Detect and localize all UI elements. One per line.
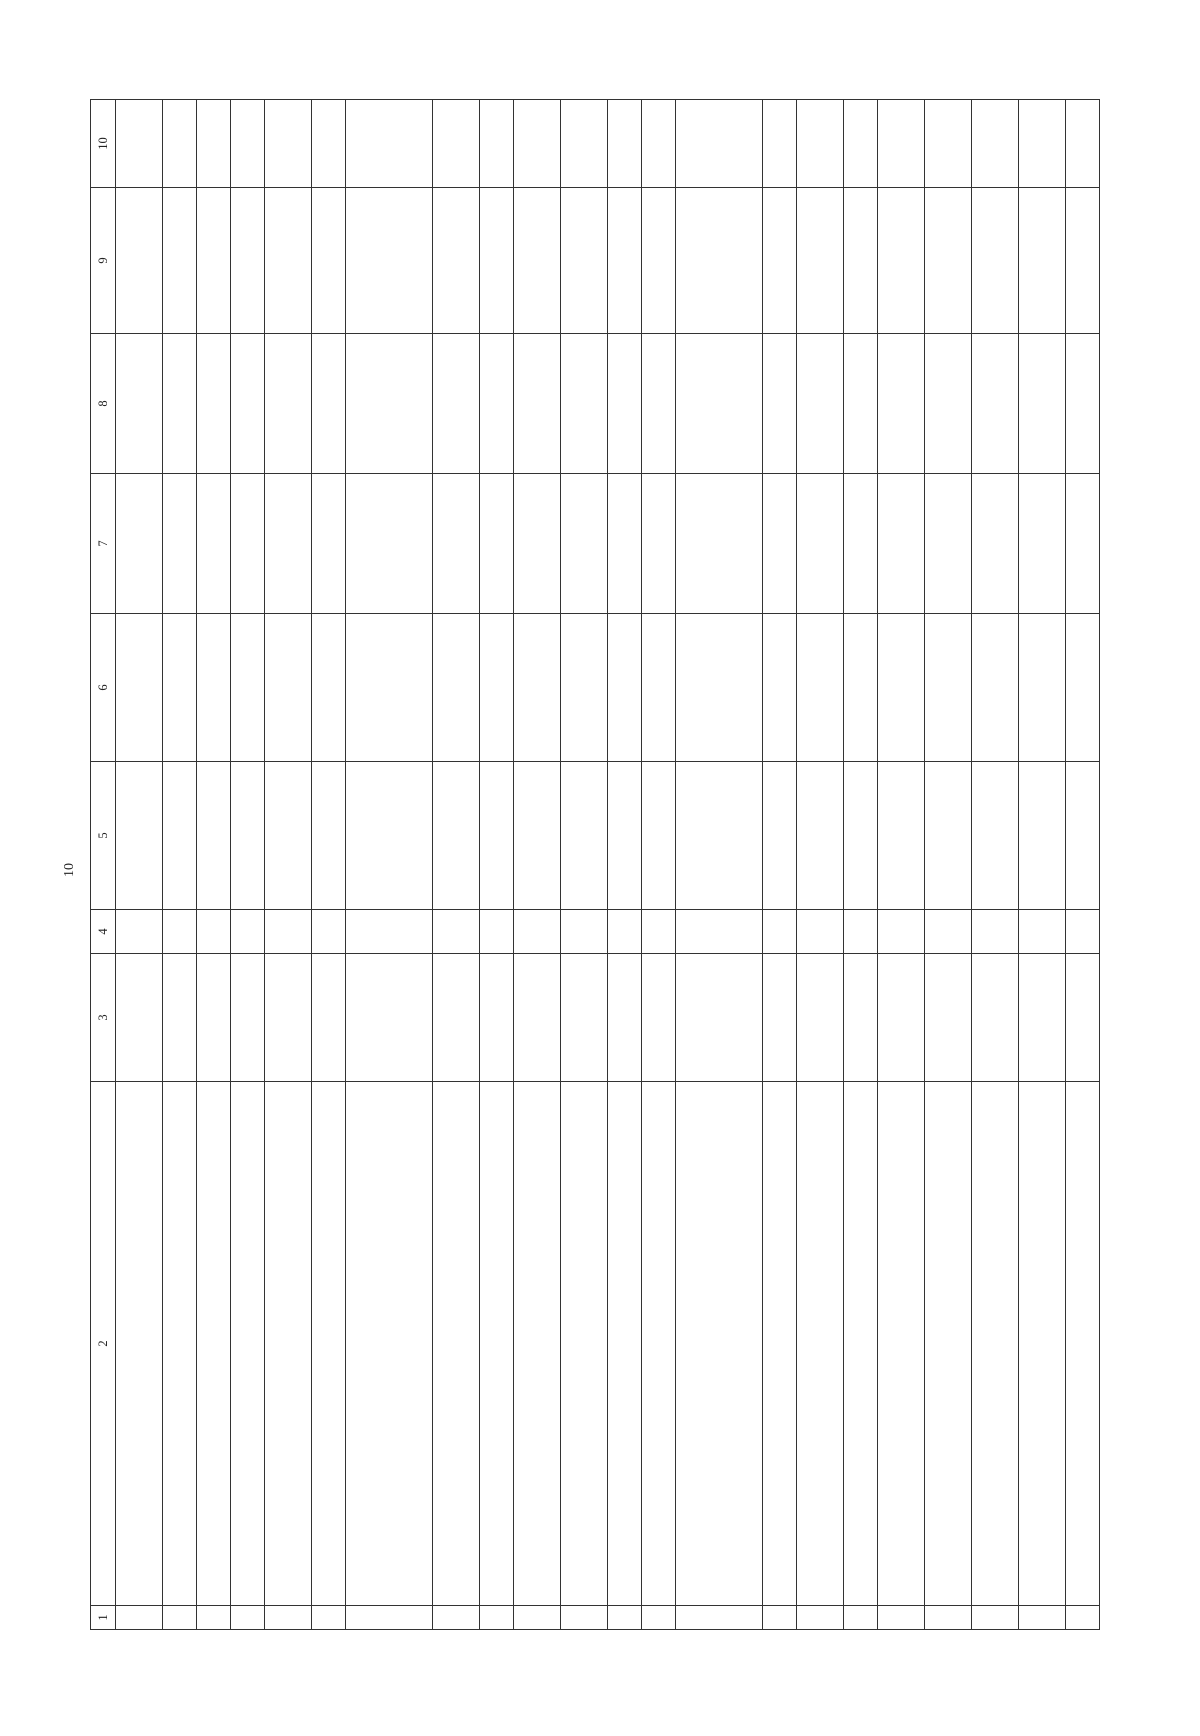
amount-cell <box>162 188 196 334</box>
amount-cell <box>265 100 312 188</box>
row-number-cell <box>561 1606 608 1630</box>
amount-cell <box>797 334 844 474</box>
amount-cell <box>1065 762 1099 910</box>
amount-cell <box>311 334 345 474</box>
table-row <box>675 100 762 1630</box>
classification-code-cell <box>230 954 264 1082</box>
amount-cell <box>925 100 972 188</box>
expense-type-cell <box>196 910 230 954</box>
amount-cell <box>925 474 972 614</box>
item-name-cell <box>265 1082 312 1606</box>
table-row <box>925 100 972 1630</box>
amount-cell <box>196 188 230 334</box>
table-row <box>797 100 844 1630</box>
row-number-cell <box>763 1606 797 1630</box>
amount-cell <box>607 334 641 474</box>
amount-cell <box>641 100 675 188</box>
amount-cell <box>797 474 844 614</box>
classification-code-cell <box>116 954 163 1082</box>
amount-cell <box>311 188 345 334</box>
amount-cell <box>265 334 312 474</box>
amount-cell <box>311 474 345 614</box>
table-row <box>514 100 561 1630</box>
amount-cell <box>230 614 264 762</box>
amount-cell <box>433 614 480 762</box>
row-number-cell <box>116 1606 163 1630</box>
classification-code-cell <box>162 954 196 1082</box>
classification-code-cell <box>1065 954 1099 1082</box>
item-name-cell <box>162 1082 196 1606</box>
expense-type-cell <box>1065 910 1099 954</box>
amount-cell <box>641 614 675 762</box>
table-row <box>196 100 230 1630</box>
amount-cell <box>844 334 878 474</box>
amount-cell <box>763 188 797 334</box>
amount-cell <box>230 762 264 910</box>
amount-cell <box>162 100 196 188</box>
amount-cell <box>675 188 762 334</box>
amount-cell <box>878 334 925 474</box>
amount-cell <box>433 474 480 614</box>
table-row <box>641 100 675 1630</box>
row-number-cell <box>1065 1606 1099 1630</box>
amount-cell <box>925 188 972 334</box>
item-name-cell <box>480 1082 514 1606</box>
item-name-cell <box>763 1082 797 1606</box>
amount-cell <box>971 334 1018 474</box>
item-name-cell <box>116 1082 163 1606</box>
row-number-cell <box>797 1606 844 1630</box>
amount-cell <box>196 762 230 910</box>
amount-cell <box>878 188 925 334</box>
classification-code-cell <box>311 954 345 1082</box>
expense-type-cell <box>763 910 797 954</box>
expense-type-cell <box>345 910 432 954</box>
amount-cell <box>561 762 608 910</box>
amount-cell <box>878 614 925 762</box>
amount-cell <box>561 188 608 334</box>
amount-cell <box>311 100 345 188</box>
expense-type-cell <box>265 910 312 954</box>
expense-type-cell <box>878 910 925 954</box>
amount-cell <box>345 474 432 614</box>
amount-cell <box>514 188 561 334</box>
row-number-cell <box>925 1606 972 1630</box>
amount-cell <box>607 188 641 334</box>
table-row <box>607 100 641 1630</box>
amount-cell <box>1018 474 1065 614</box>
budget-table <box>90 99 1100 1630</box>
amount-cell <box>116 188 163 334</box>
amount-cell <box>514 762 561 910</box>
table-row <box>311 100 345 1630</box>
classification-code-cell <box>641 954 675 1082</box>
row-number-cell <box>230 1606 264 1630</box>
amount-cell <box>925 614 972 762</box>
page-number: 10 <box>62 863 77 877</box>
amount-cell <box>196 474 230 614</box>
item-name-cell <box>844 1082 878 1606</box>
item-name-cell <box>641 1082 675 1606</box>
amount-cell <box>607 100 641 188</box>
amount-cell <box>971 100 1018 188</box>
amount-cell <box>196 614 230 762</box>
header-cell: 7 <box>91 474 116 614</box>
row-number-cell <box>514 1606 561 1630</box>
amount-cell <box>675 100 762 188</box>
amount-cell <box>230 188 264 334</box>
classification-code-cell <box>196 954 230 1082</box>
amount-cell <box>607 474 641 614</box>
amount-cell <box>480 100 514 188</box>
amount-cell <box>480 762 514 910</box>
amount-cell <box>1018 334 1065 474</box>
table-row <box>844 100 878 1630</box>
amount-cell <box>844 188 878 334</box>
table-row <box>265 100 312 1630</box>
amount-cell <box>514 334 561 474</box>
table-row <box>433 100 480 1630</box>
amount-cell <box>1018 762 1065 910</box>
item-name-cell <box>514 1082 561 1606</box>
amount-cell <box>925 334 972 474</box>
amount-cell <box>311 614 345 762</box>
amount-cell <box>844 100 878 188</box>
classification-code-cell <box>265 954 312 1082</box>
amount-cell <box>641 474 675 614</box>
amount-cell <box>116 100 163 188</box>
header-cell: 6 <box>91 614 116 762</box>
classification-code-cell <box>675 954 762 1082</box>
amount-cell <box>480 614 514 762</box>
row-number-cell <box>844 1606 878 1630</box>
amount-cell <box>514 474 561 614</box>
amount-cell <box>971 762 1018 910</box>
row-number-cell <box>971 1606 1018 1630</box>
table-row <box>162 100 196 1630</box>
classification-code-cell <box>878 954 925 1082</box>
expense-type-cell <box>230 910 264 954</box>
header-cell: 9 <box>91 188 116 334</box>
item-name-cell <box>607 1082 641 1606</box>
amount-cell <box>607 762 641 910</box>
table-row <box>1018 100 1065 1630</box>
amount-cell <box>763 100 797 188</box>
amount-cell <box>925 762 972 910</box>
amount-cell <box>675 474 762 614</box>
amount-cell <box>1065 334 1099 474</box>
amount-cell <box>265 188 312 334</box>
row-number-cell <box>433 1606 480 1630</box>
header-row <box>91 100 116 1630</box>
amount-cell <box>162 474 196 614</box>
amount-cell <box>433 188 480 334</box>
amount-cell <box>1018 188 1065 334</box>
row-number-cell <box>196 1606 230 1630</box>
amount-cell <box>116 334 163 474</box>
item-name-cell <box>675 1082 762 1606</box>
amount-cell <box>230 100 264 188</box>
item-name-cell <box>433 1082 480 1606</box>
table-row <box>345 100 432 1630</box>
amount-cell <box>675 762 762 910</box>
item-name-cell <box>230 1082 264 1606</box>
classification-code-cell <box>763 954 797 1082</box>
amount-cell <box>561 474 608 614</box>
item-name-cell <box>345 1082 432 1606</box>
amount-cell <box>561 334 608 474</box>
expense-type-cell <box>433 910 480 954</box>
amount-cell <box>480 474 514 614</box>
header-cell: 4 <box>91 910 116 954</box>
amount-cell <box>797 762 844 910</box>
classification-code-cell <box>607 954 641 1082</box>
table-row <box>878 100 925 1630</box>
item-name-cell <box>878 1082 925 1606</box>
amount-cell <box>763 334 797 474</box>
row-number-cell <box>162 1606 196 1630</box>
amount-cell <box>265 762 312 910</box>
classification-code-cell <box>514 954 561 1082</box>
rotated-table-wrapper <box>90 100 1100 1630</box>
row-number-cell <box>480 1606 514 1630</box>
table-row <box>1065 100 1099 1630</box>
amount-cell <box>607 614 641 762</box>
amount-cell <box>971 188 1018 334</box>
amount-cell <box>763 474 797 614</box>
amount-cell <box>162 614 196 762</box>
header-cell: 8 <box>91 334 116 474</box>
item-name-cell <box>925 1082 972 1606</box>
amount-cell <box>433 334 480 474</box>
expense-type-cell <box>641 910 675 954</box>
header-cell: 1 <box>91 1606 116 1630</box>
amount-cell <box>1065 474 1099 614</box>
amount-cell <box>345 100 432 188</box>
amount-cell <box>1065 614 1099 762</box>
amount-cell <box>844 474 878 614</box>
amount-cell <box>311 762 345 910</box>
classification-code-cell <box>433 954 480 1082</box>
table-row <box>230 100 264 1630</box>
header-cell: 5 <box>91 762 116 910</box>
amount-cell <box>844 614 878 762</box>
header-cell: 3 <box>91 954 116 1082</box>
amount-cell <box>116 474 163 614</box>
expense-type-cell <box>607 910 641 954</box>
expense-type-cell <box>311 910 345 954</box>
amount-cell <box>1065 188 1099 334</box>
amount-cell <box>345 762 432 910</box>
amount-cell <box>1065 100 1099 188</box>
expense-type-cell <box>925 910 972 954</box>
amount-cell <box>265 614 312 762</box>
table-row <box>971 100 1018 1630</box>
expense-type-cell <box>116 910 163 954</box>
classification-code-cell <box>844 954 878 1082</box>
expense-type-cell <box>797 910 844 954</box>
classification-code-cell <box>925 954 972 1082</box>
expense-type-cell <box>844 910 878 954</box>
amount-cell <box>641 762 675 910</box>
amount-cell <box>162 334 196 474</box>
amount-cell <box>116 762 163 910</box>
amount-cell <box>763 614 797 762</box>
table-row <box>561 100 608 1630</box>
expense-type-cell <box>1018 910 1065 954</box>
header-cell: 2 <box>91 1082 116 1606</box>
classification-code-cell <box>971 954 1018 1082</box>
row-number-cell <box>675 1606 762 1630</box>
amount-cell <box>345 188 432 334</box>
amount-cell <box>1018 100 1065 188</box>
item-name-cell <box>797 1082 844 1606</box>
table-row <box>480 100 514 1630</box>
classification-code-cell <box>480 954 514 1082</box>
row-number-cell <box>265 1606 312 1630</box>
expense-type-cell <box>971 910 1018 954</box>
amount-cell <box>878 762 925 910</box>
row-number-cell <box>878 1606 925 1630</box>
classification-code-cell <box>561 954 608 1082</box>
item-name-cell <box>1065 1082 1099 1606</box>
table-body <box>116 100 1100 1630</box>
amount-cell <box>433 762 480 910</box>
amount-cell <box>763 762 797 910</box>
expense-type-cell <box>561 910 608 954</box>
amount-cell <box>230 334 264 474</box>
amount-cell <box>641 188 675 334</box>
row-number-cell <box>641 1606 675 1630</box>
amount-cell <box>971 474 1018 614</box>
amount-cell <box>345 334 432 474</box>
expense-type-cell <box>675 910 762 954</box>
item-name-cell <box>971 1082 1018 1606</box>
amount-cell <box>230 474 264 614</box>
amount-cell <box>196 334 230 474</box>
amount-cell <box>1018 614 1065 762</box>
amount-cell <box>641 334 675 474</box>
amount-cell <box>345 614 432 762</box>
amount-cell <box>561 614 608 762</box>
row-number-cell <box>345 1606 432 1630</box>
expense-type-cell <box>162 910 196 954</box>
row-number-cell <box>607 1606 641 1630</box>
amount-cell <box>514 100 561 188</box>
row-number-cell <box>311 1606 345 1630</box>
classification-code-cell <box>797 954 844 1082</box>
item-name-cell <box>311 1082 345 1606</box>
amount-cell <box>162 762 196 910</box>
table-row <box>116 100 163 1630</box>
amount-cell <box>265 474 312 614</box>
header-cell: 10 <box>91 100 116 188</box>
amount-cell <box>561 100 608 188</box>
amount-cell <box>675 614 762 762</box>
item-name-cell <box>196 1082 230 1606</box>
amount-cell <box>844 762 878 910</box>
amount-cell <box>797 188 844 334</box>
amount-cell <box>675 334 762 474</box>
item-name-cell <box>561 1082 608 1606</box>
amount-cell <box>971 614 1018 762</box>
amount-cell <box>514 614 561 762</box>
amount-cell <box>116 614 163 762</box>
expense-type-cell <box>480 910 514 954</box>
amount-cell <box>433 100 480 188</box>
amount-cell <box>480 188 514 334</box>
amount-cell <box>797 100 844 188</box>
classification-code-cell <box>1018 954 1065 1082</box>
item-name-cell <box>1018 1082 1065 1606</box>
amount-cell <box>797 614 844 762</box>
row-number-cell <box>1018 1606 1065 1630</box>
amount-cell <box>196 100 230 188</box>
table-row <box>763 100 797 1630</box>
amount-cell <box>878 100 925 188</box>
classification-code-cell <box>345 954 432 1082</box>
expense-type-cell <box>514 910 561 954</box>
amount-cell <box>480 334 514 474</box>
amount-cell <box>878 474 925 614</box>
